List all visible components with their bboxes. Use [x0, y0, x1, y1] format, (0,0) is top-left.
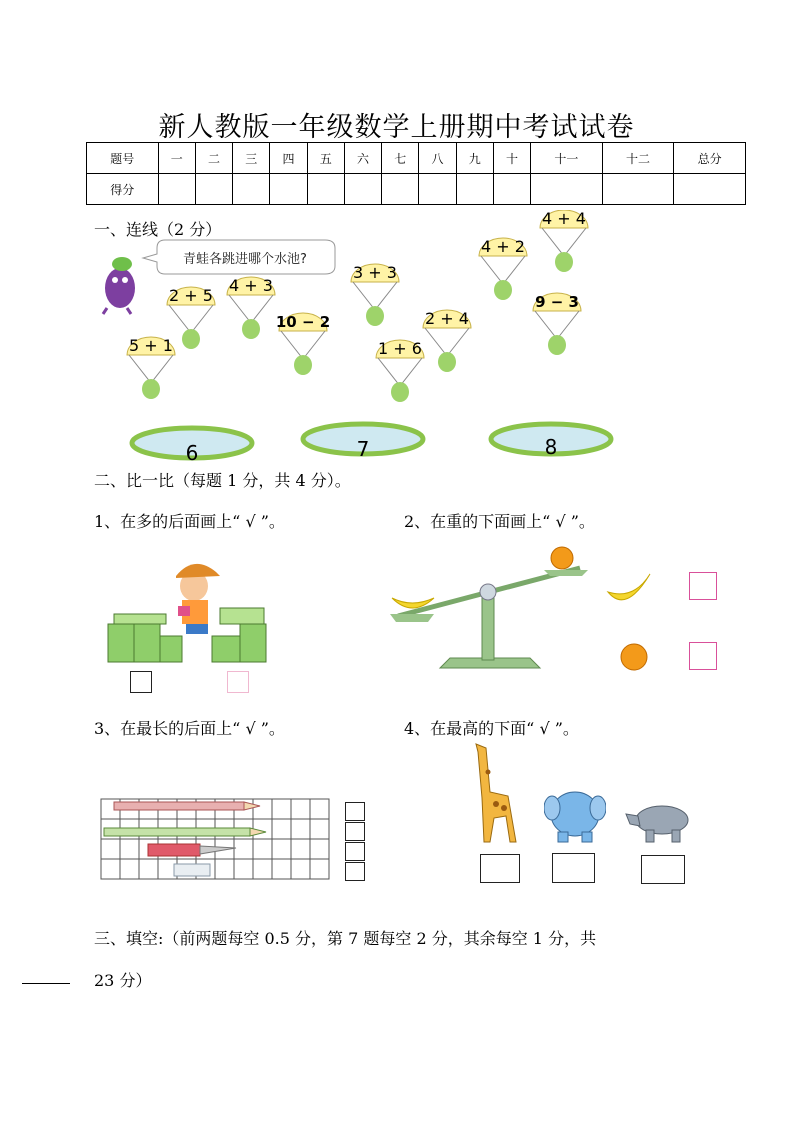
eggplant-character-icon	[103, 257, 135, 314]
pond-number: 6	[185, 441, 199, 465]
pond-number: 8	[544, 435, 558, 459]
question-3: 3、在最长的后面上“ √ ”。	[94, 719, 285, 738]
pond-6	[132, 428, 252, 465]
score-header-cell: 五	[307, 143, 344, 174]
q3-checkbox-4[interactable]	[345, 862, 365, 881]
q2-checkbox-orange[interactable]	[689, 642, 717, 670]
question-2: 2、在重的下面画上“ √ ”。	[404, 512, 595, 531]
parachute-frog[interactable]	[127, 336, 175, 399]
score-input-cell[interactable]	[233, 174, 270, 205]
score-header-cell: 总分	[674, 143, 746, 174]
knife-icon	[148, 844, 236, 856]
score-blank-line[interactable]	[22, 983, 70, 984]
score-input-cell[interactable]	[419, 174, 456, 205]
score-header-cell: 六	[344, 143, 381, 174]
parachute-frog[interactable]	[351, 263, 399, 326]
grid	[101, 799, 329, 879]
question-1: 1、在多的后面画上“ √ ”。	[94, 512, 285, 531]
pencils-grid-illustration	[100, 798, 332, 882]
pond-7	[303, 424, 423, 461]
pond-8	[491, 424, 611, 459]
score-header-cell: 八	[419, 143, 456, 174]
q2-checkbox-banana[interactable]	[689, 572, 717, 600]
rhino-icon	[624, 800, 690, 844]
boy-icon	[176, 564, 220, 634]
cubes-right	[212, 608, 266, 662]
speech-bubble	[143, 240, 335, 274]
q3-checkbox-2[interactable]	[345, 822, 365, 841]
balance-scale-icon	[390, 568, 588, 668]
cubes-left	[108, 614, 182, 662]
equation-label: 5 + 1	[129, 336, 173, 355]
giraffe-icon	[466, 742, 526, 846]
score-input-cell[interactable]	[344, 174, 381, 205]
pencil-long-icon	[114, 802, 260, 810]
equation-label: 9 − 3	[535, 293, 579, 311]
q3-checkbox-1[interactable]	[345, 802, 365, 821]
parachute-frog[interactable]	[376, 339, 424, 402]
score-header-cell: 二	[195, 143, 232, 174]
score-input-cell[interactable]	[531, 174, 603, 205]
score-header-cell: 十	[493, 143, 530, 174]
section3-heading: 三、填空:（前两题每空 0.5 分，第 7 题每空 2 分，其余每空 1 分，共	[94, 929, 597, 948]
score-input-cell[interactable]	[674, 174, 746, 205]
speech-text: 青蛙各跳进哪个水池?	[183, 252, 307, 267]
score-header-cell: 十二	[602, 143, 674, 174]
pond-number: 7	[356, 437, 370, 461]
equation-label: 2 + 4	[425, 309, 469, 328]
score-input-cell[interactable]	[195, 174, 232, 205]
score-header-cell: 十一	[531, 143, 603, 174]
q3-checkbox-3[interactable]	[345, 842, 365, 861]
score-input-cell[interactable]	[493, 174, 530, 205]
parachute-frog[interactable]	[540, 210, 588, 272]
score-input-cell[interactable]	[158, 174, 195, 205]
equation-label: 1 + 6	[378, 339, 422, 358]
q4-checkbox-elephant[interactable]	[552, 853, 595, 883]
pencil-green-icon	[104, 828, 266, 836]
page-title: 新人教版一年级数学上册期中考试试卷	[158, 112, 635, 143]
score-input-cell[interactable]	[307, 174, 344, 205]
parachute-frog[interactable]	[276, 313, 330, 375]
score-input-cell[interactable]	[456, 174, 493, 205]
equation-label: 2 + 5	[169, 286, 213, 305]
equation-label: 4 + 2	[481, 237, 525, 256]
eraser-icon	[174, 864, 210, 876]
orange-option-icon	[617, 640, 651, 674]
q4-checkbox-giraffe[interactable]	[480, 854, 520, 883]
section2-heading: 二、比一比（每题 1 分，共 4 分）。	[94, 471, 351, 490]
section3-heading-cont: 23 分）	[94, 971, 152, 990]
score-header-cell: 题号	[87, 143, 159, 174]
orange-icon	[551, 547, 573, 569]
score-header-cell: 三	[233, 143, 270, 174]
parachute-frog[interactable]	[167, 286, 215, 349]
score-table	[86, 142, 746, 205]
q4-checkbox-rhino[interactable]	[641, 855, 685, 884]
score-input-cell[interactable]	[270, 174, 307, 205]
score-header-cell: 四	[270, 143, 307, 174]
cubes-boy-illustration	[104, 548, 274, 668]
parachute-frog[interactable]	[533, 293, 581, 355]
equation-label: 4 + 4	[542, 210, 586, 228]
score-input-cell[interactable]	[382, 174, 419, 205]
score-header-cell: 七	[382, 143, 419, 174]
score-header-cell: 九	[456, 143, 493, 174]
elephant-icon	[544, 780, 606, 844]
equation-label: 4 + 3	[229, 276, 273, 295]
parachute-frog[interactable]	[227, 276, 275, 339]
question-4: 4、在最高的下面“ √ ”。	[404, 719, 579, 738]
section1-heading: 一、连线（2 分）	[94, 220, 222, 239]
parachute-frog[interactable]	[479, 237, 527, 300]
parachute-frog[interactable]	[423, 309, 471, 372]
score-table-header-row	[87, 143, 746, 174]
balance-scale-illustration	[384, 546, 594, 678]
score-header-cell: 一	[158, 143, 195, 174]
frog-parachute-illustration	[95, 210, 625, 465]
q1-checkbox-right[interactable]	[227, 671, 249, 693]
score-label-cell: 得分	[87, 174, 159, 205]
q1-checkbox-left[interactable]	[130, 671, 152, 693]
score-input-cell[interactable]	[602, 174, 674, 205]
score-table-score-row	[87, 174, 746, 205]
equation-label: 3 + 3	[353, 263, 397, 282]
equation-label: 10 − 2	[275, 313, 331, 331]
banana-option-icon	[604, 566, 654, 612]
